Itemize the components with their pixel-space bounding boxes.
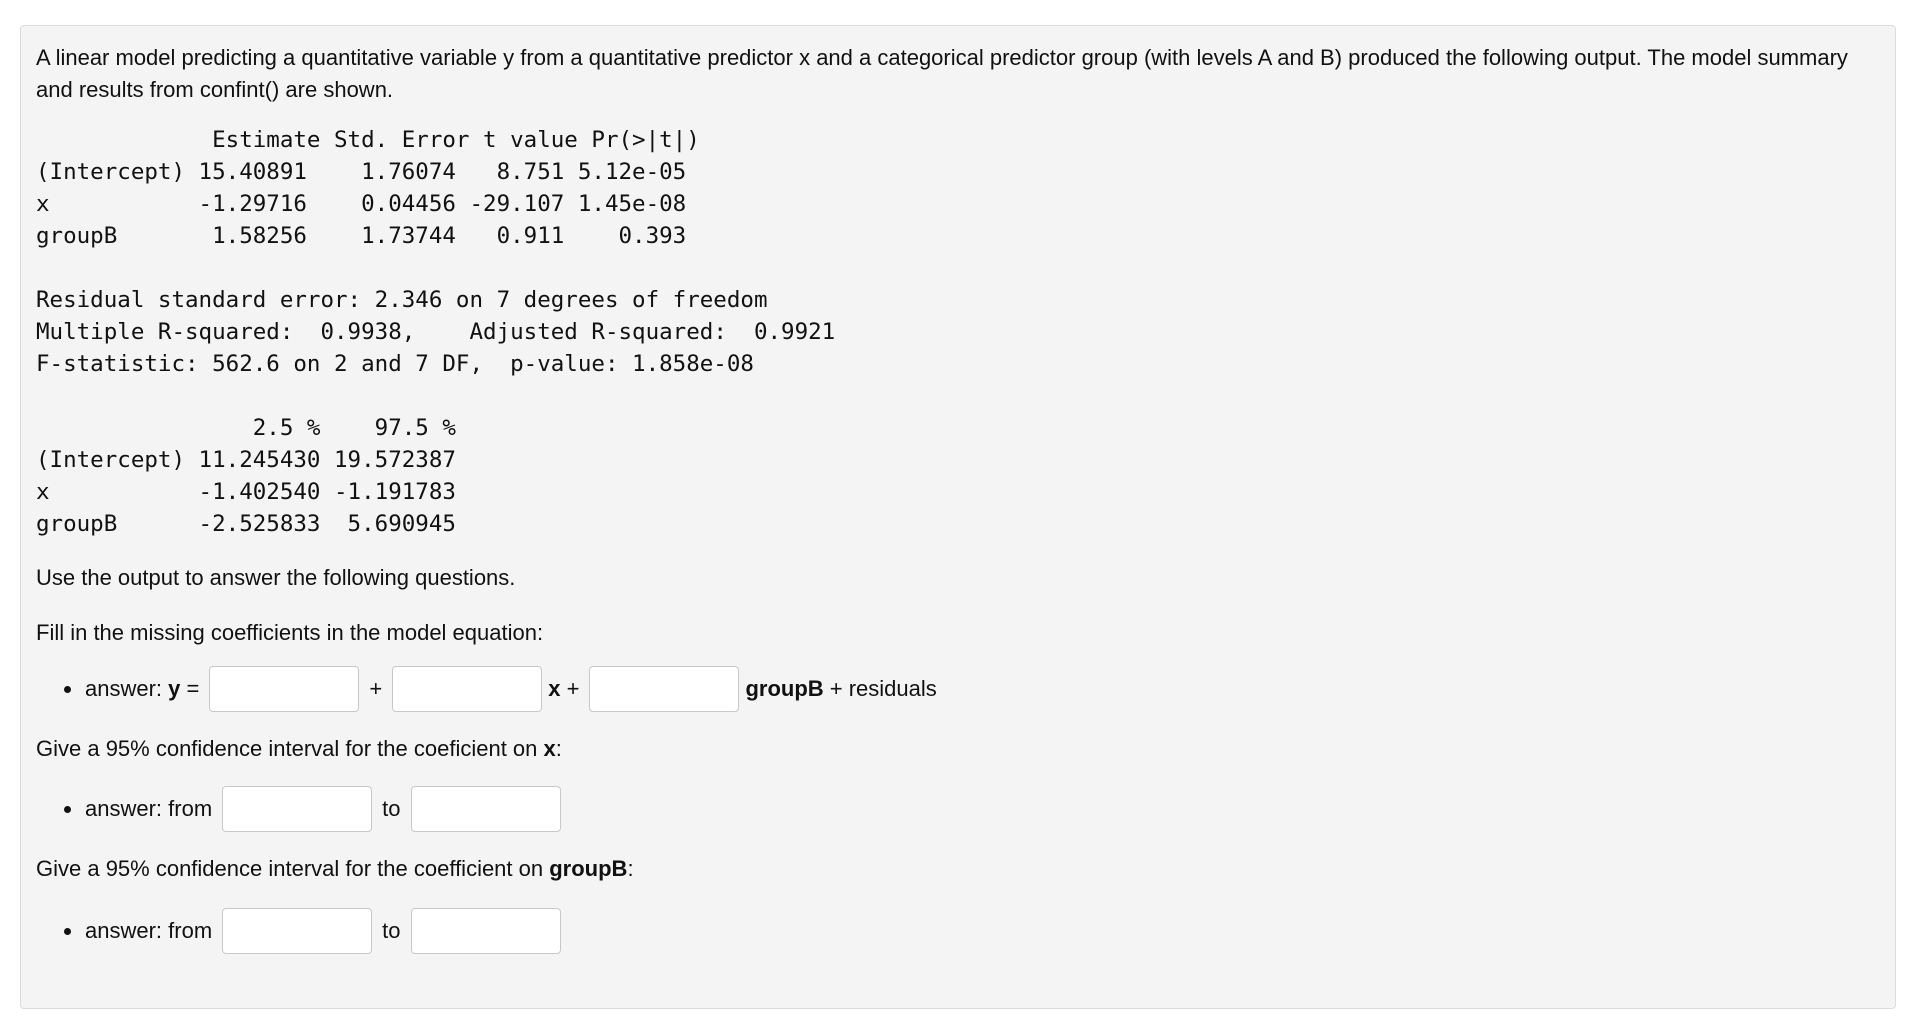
- instruction-text: Use the output to answer the following questions.: [36, 565, 516, 590]
- equation-residuals: + residuals: [823, 676, 937, 701]
- plus-sign-2: +: [560, 676, 580, 701]
- to-label: to: [382, 918, 401, 943]
- from-label: answer: from: [85, 918, 213, 943]
- ci-x-question-text: Give a 95% confidence interval for the coeficient on: [36, 736, 544, 761]
- ci-groupB-answer-row: [64, 907, 1880, 955]
- bullet-icon: [64, 686, 71, 693]
- to-label: to: [382, 796, 401, 821]
- equation-question: Fill in the missing coefficients in the model equation:: [36, 620, 544, 645]
- bullet-icon: [64, 806, 71, 813]
- ci-groupB-question-text: Give a 95% confidence interval for the coefficient on: [36, 856, 550, 881]
- groupB-coefficient-input[interactable]: [589, 666, 739, 712]
- ci-x-term: x: [543, 736, 556, 761]
- equation-groupB: groupB: [745, 676, 824, 701]
- intro-text: A linear model predicting a quantitative variable y from a quantitative predictor x and a categorical predictor group (with levels A and B) produced the following output. The model summary and results from confint() are shown.: [36, 45, 1848, 102]
- plus-sign: +: [369, 676, 383, 701]
- answer-label: answer:: [85, 676, 169, 701]
- model-fit-statistics: Residual standard error: 2.346 on 7 degrees of freedom Multiple R-squared: 0.9938, Adjusted R-squared: 0.9921 F-statistic: 562.6 on 2 and 7 DF, p-value: 1.858e-08: [36, 287, 836, 377]
- ci-groupB-lower-input[interactable]: [222, 908, 372, 954]
- from-label: answer: from: [85, 796, 213, 821]
- ci-x-upper-input[interactable]: [411, 786, 561, 832]
- equation-y: y: [168, 676, 181, 701]
- question-card: [20, 25, 1896, 1009]
- equation-x: x: [548, 676, 561, 701]
- ci-x-question: [36, 733, 1880, 765]
- ci-x-answer-row: [64, 785, 1880, 833]
- bullet-icon: [64, 928, 71, 935]
- coefficient-table: Estimate Std. Error t value Pr(>|t|) (Intercept) 15.40891 1.76074 8.751 5.12e-05 x -1.29716 0.04456 -29.107 1.45e-08 groupB 1.58256 1.73744 0.911 0.393: [36, 127, 700, 249]
- ci-groupB-term: groupB: [549, 856, 628, 881]
- ci-x-colon: :: [555, 736, 562, 761]
- ci-groupB-upper-input[interactable]: [411, 908, 561, 954]
- equals-sign: =: [180, 676, 200, 701]
- ci-groupB-colon: :: [627, 856, 634, 881]
- ci-x-lower-input[interactable]: [222, 786, 372, 832]
- equation-answer-row: [64, 665, 1880, 713]
- x-coefficient-input[interactable]: [392, 666, 542, 712]
- ci-groupB-question: [36, 853, 1880, 885]
- intercept-input[interactable]: [209, 666, 359, 712]
- confint-table: 2.5 % 97.5 % (Intercept) 11.245430 19.572387 x -1.402540 -1.191783 groupB -2.525833 5.690945: [36, 415, 456, 537]
